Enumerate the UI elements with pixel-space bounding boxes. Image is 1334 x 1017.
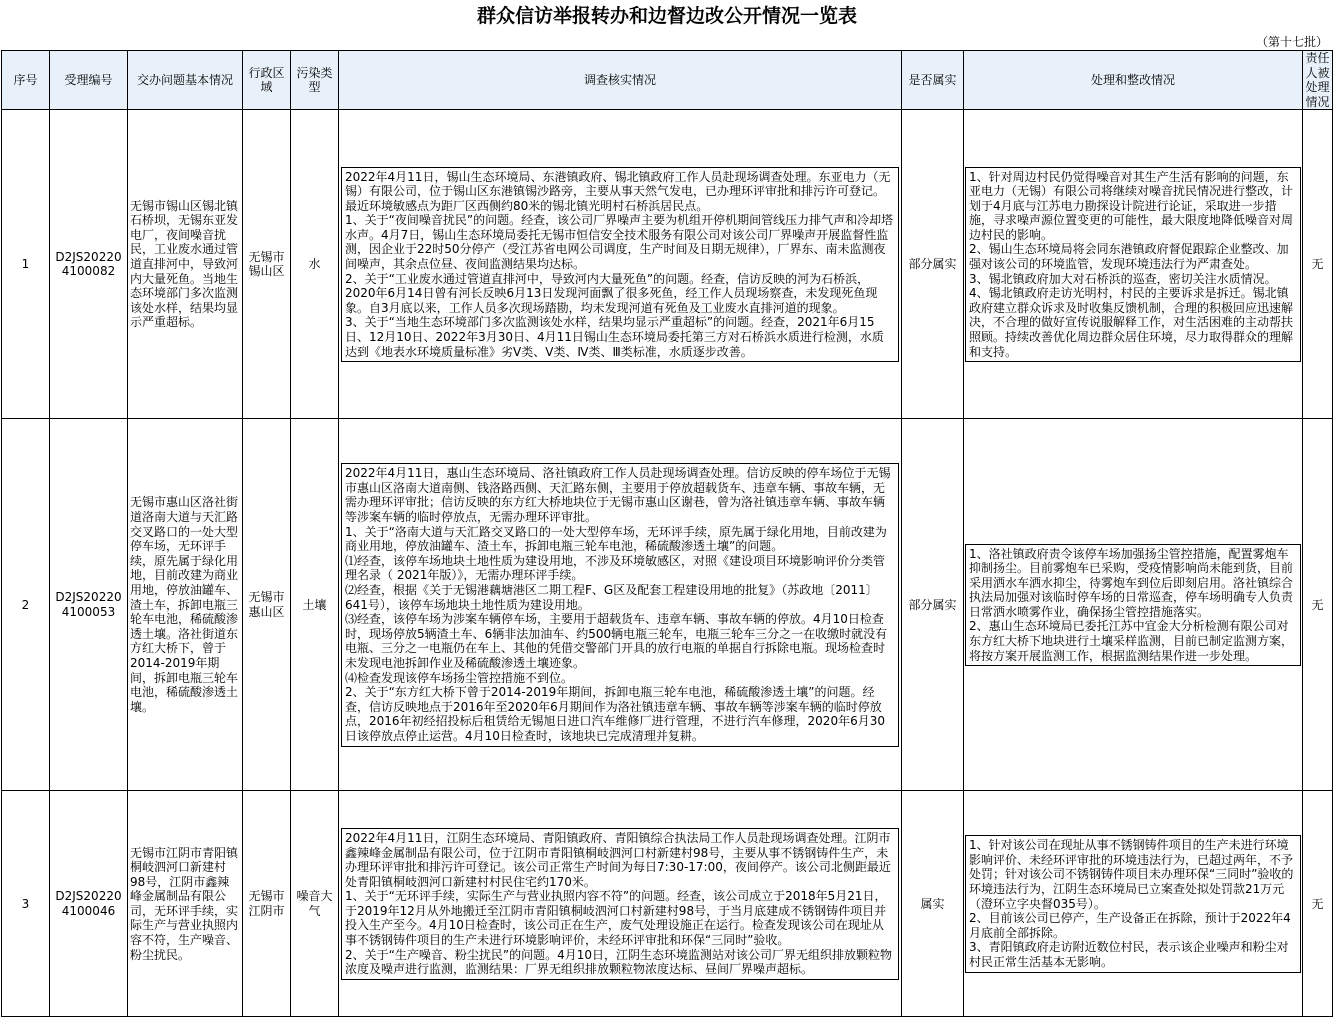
row-accountability: 无 [1303, 419, 1333, 791]
complaints-table [1, 50, 1333, 1017]
row-handling-cell [964, 791, 1303, 1017]
row-investigation-cell [339, 791, 902, 1017]
row-brief: 无锡市惠山区洛社街道洛南大道与天汇路交叉路口的一处大型停车场，无环评手续，原先属于绿化用地，目前改建为商业用地，停放油罐车、渣土车，拆卸电瓶三轮车电池，稀硫酸渗透土壤。洛社街道东方红大桥下，曾于2014-2019年期间，拆卸电瓶三轮车电池，稀硫酸渗透土壤。 [128, 419, 243, 791]
row-accountability: 无 [1303, 110, 1333, 419]
table-row [2, 791, 1333, 1017]
col-district: 行政区域 [243, 51, 291, 110]
batch-label: （第十七批） [1255, 35, 1328, 49]
row-handling: 1、洛社镇政府责令该停车场加强扬尘管控措施，配置雾炮车抑制扬尘。目前雾炮车已采购，受疫情影响尚未能到货，目前采用洒水车洒水抑尘，待雾炮车到位后即刻启用。洛社镇综合执法局加强对该临时停车场的日常巡查，停车场明确专人负责日常洒水喷雾作业，确保扬尘管控措施落实。 2、惠山生态环境局已委托江苏中宜金大分析检测有限公司对东方红大桥下地块进行土壤采样监测，目前已制定监测方案，将按方案开展监测工作，根据监测结果作进一步处理。 [965, 544, 1301, 667]
row-pollution: 土壤 [291, 419, 339, 791]
row-brief: 无锡市锡山区锡北镇石桥坝，无锡东亚发电厂，夜间噪音扰民，工业废水通过管道直排河中，导致河内大量死鱼。当地生态环境部门多次监测该处水样，结果均显示严重超标。 [128, 110, 243, 419]
row-id: D2JS202204100053 [50, 419, 128, 791]
table-row [2, 419, 1333, 791]
row-id: D2JS202204100082 [50, 110, 128, 419]
row-district: 无锡市锡山区 [243, 110, 291, 419]
col-investigation: 调查核实情况 [339, 51, 902, 110]
row-handling-cell [964, 419, 1303, 791]
row-pollution: 水 [291, 110, 339, 419]
row-accountability: 无 [1303, 791, 1333, 1017]
row-verified: 部分属实 [902, 419, 964, 791]
row-investigation: 2022年4月11日，锡山生态环境局、东港镇政府、锡北镇政府工作人员赴现场调查处理。东亚电力（无锡）有限公司，位于锡山区东港镇锡沙路旁，主要从事天然气发电，已办理环评审批和排污许可登记。最近环境敏感点为距厂区西侧约80米的锡北镇光明村石桥浜居民点。 1、关于“夜间噪音扰民”的问题。经查，该公司厂界噪声主要为机组开停机期间管线压力排气声和冷却塔水声。4月7日，锡山生态环境局委托无锡市恒信安全技术服务有限公司对该公司厂界噪声开展监督性监测，因企业于22时50分停产（受江苏省电网公司调度，生产时间及日期无规律），厂界东、南未监测夜间噪声，其余点位昼、夜间监测结果均达标。 2、关于“工业废水通过管道直排河中，导致河内大量死鱼”的问题。经查，信访反映的河为石桥浜，2020年6月14日曾有河长反映6月13日发现河面飘了很多死鱼，经工作人员现场察查，未发现死鱼现象。自3月底以来，工作人员多次现场踏勘，均未发现河道有死鱼及工业废水直排河道的现象。 3、关于“当地生态环境部门多次监测该处水样，结果均显示严重超标”的问题。经查，2021年6月15日、12月10日、2022年3月30日、4月11日锡山生态环境局委托第三方对石桥浜水质进行检测，水质达到《地表水环境质量标准》劣Ⅴ类、Ⅴ类、Ⅳ类、Ⅲ类标准，水质逐步改善。 [341, 167, 899, 363]
row-investigation-cell [339, 110, 902, 419]
row-investigation: 2022年4月11日，惠山生态环境局、洛社镇政府工作人员赴现场调查处理。信访反映的停车场位于无锡市惠山区洛南大道南侧、钱洛路西侧、天汇路东侧，主要用于停放超载货车、违章车辆、事故车辆，无需办理环评审批；信访反映的东方红大桥地块位于无锡市惠山区谢巷，曾为洛社镇违章车辆、事故车辆等涉案车辆的临时停放点，无需办理环评审批。 1、关于“洛南大道与天汇路交叉路口的一处大型停车场，无环评手续，原先属于绿化用地，目前改建为商业用地，停放油罐车、渣土车，拆卸电瓶三轮车电池，稀硫酸渗透土壤”的问题。 ⑴经查，该停车场地块土地性质为建设用地，不涉及环境敏感区，对照《建设项目环境影响评价分类管理名录（ 2021年版）》，无需办理环评手续。 ⑵经查，根据《关于无锡港藕塘港区二期工程F、G区及配套工程建设用地的批复》（苏政地〔2011〕641号），该停车场地块土地性质为建设用地。 ⑶经查，该停车场为涉案车辆停车场，主要用于超载货车、违章车辆、事故车辆的停放。4月10日检查时，现场停放5辆渣土车、6辆非法加油车、约500辆电瓶三轮车，电瓶三轮车三分之一在收缴时就没有电瓶、三分之一电瓶仍在车上、其他的凭借交警部门开具的放行电瓶的单据自行拆除电瓶。现场检查时未发现电池拆卸作业及稀硫酸渗透土壤迹象。 ⑷检查发现该停车场扬尘管控措施不到位。 2、关于“东方红大桥下曾于2014-2019年期间，拆卸电瓶三轮车电池，稀硫酸渗透土壤”的问题。经查，信访反映地点于2016年至2020年6月期间作为洛社镇违章车辆、事故车辆等涉案车辆的临时停放点，2016年初经招投标后租赁给无锡旭日进口汽车维修厂进行管理，不进行汽车修理，2020年6月30日该停放点停止运营。4月10日检查时，该地块已完成清理并复耕。 [341, 463, 899, 746]
row-brief: 无锡市江阴市青阳镇桐岐泗河口新建村98号，江阴市鑫辣峰金属制品有限公司，无环评手续，实际生产与营业执照内容不符，生产噪音、粉尘扰民。 [128, 791, 243, 1017]
row-district: 无锡市江阴市 [243, 791, 291, 1017]
row-verified: 属实 [902, 791, 964, 1017]
header-row [2, 51, 1333, 110]
row-seq: 3 [2, 791, 50, 1017]
row-verified: 部分属实 [902, 110, 964, 419]
col-pollution: 污染类型 [291, 51, 339, 110]
page-title: 群众信访举报转办和边督边改公开情况一览表 [476, 5, 857, 27]
row-id: D2JS202204100046 [50, 791, 128, 1017]
col-verified: 是否属实 [902, 51, 964, 110]
col-handling: 处理和整改情况 [964, 51, 1303, 110]
row-handling: 1、针对该公司在现址从事不锈钢铸件项目的生产未进行环境影响评价、未经环评审批的环境违法行为，已超过两年，不予处罚；针对该公司不锈钢铸件项目未办理环保“三同时”验收的环境违法行为，江阴生态环境局已立案查处拟处罚款21万元（澄环立字央督035号）。 2、目前该公司已停产，生产设备正在拆除，预计于2022年4月底前全部拆除。 3、青阳镇政府走访附近数位村民，表示该企业噪声和粉尘对村民正常生活基本无影响。 [965, 835, 1301, 972]
row-pollution: 噪音大气 [291, 791, 339, 1017]
table-row [2, 110, 1333, 419]
row-investigation: 2022年4月11日，江阴生态环境局、青阳镇政府、青阳镇综合执法局工作人员赴现场调查处理。江阴市鑫辣峰金属制品有限公司，位于江阴市青阳镇桐岐泗河口村新建村98号，主要从事不锈钢铸件生产，未办理环评审批和排污许可登记。该公司正常生产时间为每日7:30-17:00，夜间停产。该公司北侧距最近处青阳镇桐岐泗河口新建村村民住宅约170米。 1、关于“无环评手续，实际生产与营业执照内容不符”的问题。经查，该公司成立于2018年5月21日，于2019年12月从外地搬迁至江阴市青阳镇桐岐泗河口村新建村98号，于当月底建成不锈钢铸件项目并投入生产至今。4月10日检查时，该公司正在生产，废气处理设施正在运行。检查发现该公司在现址从事不锈钢铸件项目的生产未进行环境影响评价，未经环评审批和环保“三同时”验收。 2、关于“生产噪音、粉尘扰民”的问题。4月10日，江阴生态环境监测站对该公司厂界无组织排放颗粒物浓度及噪声进行监测，监测结果：厂界无组织排放颗粒物浓度达标、昼间厂界噪声超标。 [341, 828, 899, 980]
col-id: 受理编号 [50, 51, 128, 110]
row-district: 无锡市惠山区 [243, 419, 291, 791]
row-handling: 1、针对周边村民仍觉得噪音对其生产生活有影响的问题，东亚电力（无锡）有限公司将继续对噪音扰民情况进行整改，计划于4月底与江苏电力勘探设计院进行论证，采取进一步措施，寻求噪声源位置变更的可能性，最大限度地降低噪音对周边村民的影响。 2、锡山生态环境局将会同东港镇政府督促跟踪企业整改、加强对该公司的环境监管，发现环境违法行为严肃查处。 3、锡北镇政府加大对石桥浜的巡查，密切关注水质情况。 4、锡北镇政府走访光明村，村民的主要诉求是拆迁。锡北镇政府建立群众诉求及时收集反馈机制，合理的积极回应迅速解决，不合理的做好宣传说服解释工作，对生活困难的主动帮扶照顾。持续改善优化周边群众居住环境，尽力取得群众的理解和支持。 [965, 167, 1301, 363]
row-seq: 2 [2, 419, 50, 791]
row-investigation-cell [339, 419, 902, 791]
col-brief: 交办问题基本情况 [128, 51, 243, 110]
col-seq: 序号 [2, 51, 50, 110]
row-seq: 1 [2, 110, 50, 419]
row-handling-cell [964, 110, 1303, 419]
col-accountability: 责任人被处理情况 [1303, 51, 1333, 110]
